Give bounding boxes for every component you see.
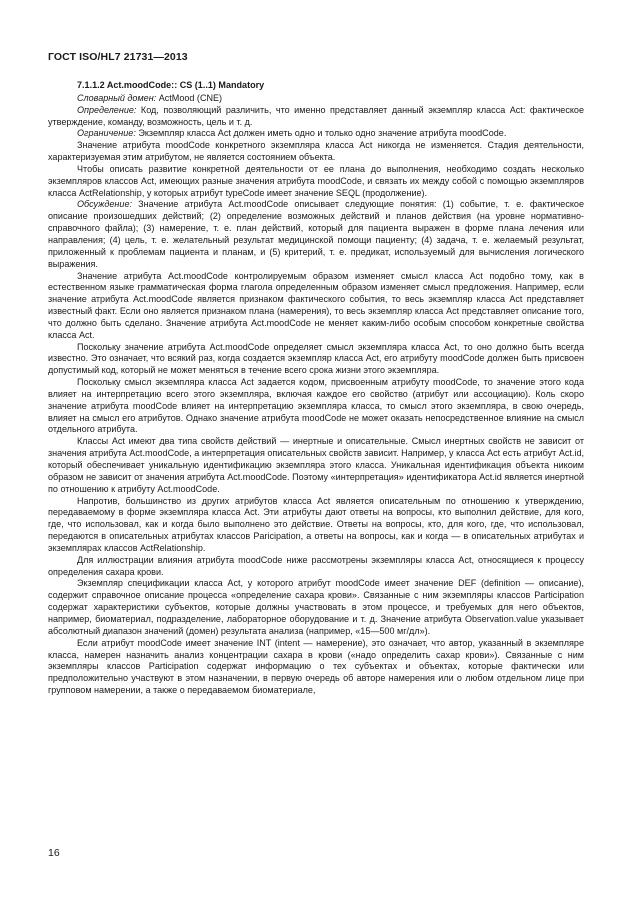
- paragraph-descriptive: Напротив, большинство из других атрибутов класса Act является описательным по отношению к утверждению, передаваемому в форме экземпляра класса Act. Эти атрибуты дают ответы на вопросы, кто выполнил действие, для кого, где, что использовал, как и когда было выполнено это действие. Ответы на вопросы, кто, для кого, где, что использовал, передаются в описательных атрибутах классов Paricipation, а ответы на вопросы, как и когда — в описательных атрибутах и экземплярах классов ActRelationship.: [48, 495, 584, 553]
- document-body: [48, 80, 584, 697]
- constraint-label: Ограничение:: [77, 128, 136, 139]
- definition-text: Код, позволяющий различить, что именно представляет данный экземпляр класса Act: фактическое утверждение, команду, возможность, цель и т. д.: [48, 104, 584, 127]
- domain-label: Словарный домен:: [77, 92, 157, 103]
- paragraph-code: Поскольку смысл экземпляра класса Act задается кодом, присвоенным атрибуту moodCode, то значение этого кода влияет на интерпретацию всего этого экземпляра, включая каждое его свойство (атрибут или ассоциацию). Коль скоро значение атрибута moodCode влияет на интерпретацию экземпляра класса, то смысл этого экземпляра, в свою очередь, влияет на смысл его атрибутов. Однако значение атрибута moodCode не может оказать непосредственное влияние на смысл отдельного атрибута.: [48, 377, 584, 435]
- paragraph-int: Если атрибут moodCode имеет значение INT (intent — намерение), это означает, что автор, указанный в экземпляре класса, намерен назначить анализ концентрации сахара в крови («надо определить сахар крови»). Связанные с ним экземпляры классов Participation содержат информацию о тех субъектах и объектах, которые фактически или предположительно участвуют в этом назначении, в первую очередь об авторе намерения или о любом отдельном лице при групповом намерении, а также о передаваемом биоматериале,: [48, 637, 584, 696]
- paragraph-def: Экземпляр спецификации класса Act, у которого атрибут moodCode имеет значение DEF (definition — описание), содержит справочное описание процесса «определение сахара крови». Связанные с ним экземпляры классов Participation содержат характеристики субъектов, которые должны участвовать в этом процессе, и требуемых для него объектов, например, биоматериал, подразделение, лабораторное оборудование и т. д. Значение атрибута Observation.value указывает абсолютный диапазон значений (домен) результата анализа (например, «15—500 мг/дл»).: [48, 578, 584, 636]
- discussion-paragraph: [48, 199, 584, 270]
- domain-value: ActMood (CNE): [156, 92, 223, 103]
- constraint-text: Экземпляр класса Act должен иметь одно и только одно значение атрибута moodCode.: [135, 128, 507, 139]
- paragraph-plan: Чтобы описать развитие конкретной деятельности от ее плана до выполнения, необходимо создать несколько экземпляров классов Act, имеющих разные значения атрибута moodCode, и связать их между собой с помощью экземпляров класса ActRelationship, у которых атрибут typeCode имеет значение SEQL (продолжение).: [48, 163, 584, 198]
- page-number: 16: [48, 847, 60, 859]
- document-header: ГОСТ ISO/HL7 21731—2013: [48, 51, 188, 63]
- definition-paragraph: [48, 105, 584, 129]
- paragraph-known: Поскольку значение атрибута Act.moodCode определяет смысл экземпляра класса Act, то оно должно быть всегда известно. Это означает, что всякий раз, когда создается экземпляр класса Act, его атрибуту moodCode должен быть присвоен допустимый код, который не может меняться в течение всего срока жизни этого экземпляра.: [48, 341, 584, 376]
- definition-label: Определение:: [77, 104, 137, 115]
- paragraph-kinds: Классы Act имеют два типа свойств действий — инертные и описательные. Смысл инертных свойств не зависит от значения атрибута Act.moodCode, а интерпретация описательных свойств зависит. Например, у класса Act есть атрибут Act.id, который обеспечивает уникальную идентификацию экземпляра этого класса. Уникальная идентификация объекта никоим образом не зависит от значения атрибута Act.moodCode. Поэтому «интерпретация» идентификатора Act.id является инертной по отношению к атрибуту Act.moodCode.: [48, 436, 584, 494]
- discussion-label: Обсуждение:: [77, 199, 132, 210]
- constraint-paragraph: [48, 128, 584, 140]
- discussion-text: Значение атрибута Act.moodCode описывает следующие понятия: (1) событие, т. е. фактическое описание произошедших действий; (2) определение возможных действий и планов действия (на уровне нормативно-справочного файла); (3) намерение, т. е. план действий, который для пациента выражен в форме плана лечения или направления; (4) цель, т. е. желательный результат медицинской помощи пациенту; (4) задача, т. е. желаемый результат, приложенный к проблемам пациента и планам, и (5) критерий, т. е. предикат, используемый для вычисления логического выражения.: [48, 199, 584, 269]
- paragraph-verb-form: Значение атрибута Act.moodCode контролируемым образом изменяет смысл класса Act подобно тому, как в естественном языке грамматическая форма глагола определенным образом изменяет смысл предложения. Например, если значение атрибута Act.moodCode является признаком фактического события, то весь экземпляр класса Act представляет известный факт. Если оно является признаком плана (намерения), то весь экземпляр класса Act представляет описание того, что должно быть сделано. Значение атрибута Act.moodCode не меняет каким-либо особым способом конкретные свойства класса Act.: [48, 270, 584, 340]
- paragraph-illustration: Для иллюстрации влияния атрибута moodCode ниже рассмотрены экземпляры класса Act, относящиеся к процессу определения сахара крови.: [48, 554, 584, 577]
- vocabulary-domain: [48, 93, 584, 105]
- paragraph-unchanging: Значение атрибута moodCode конкретного экземпляра класса Act никогда не изменяется. Стадия деятельности, характеризуемая этим атрибутом, не является состоянием объекта.: [48, 140, 584, 163]
- section-heading: 7.1.1.2 Act.moodCode:: CS (1..1) Mandatory: [77, 80, 265, 90]
